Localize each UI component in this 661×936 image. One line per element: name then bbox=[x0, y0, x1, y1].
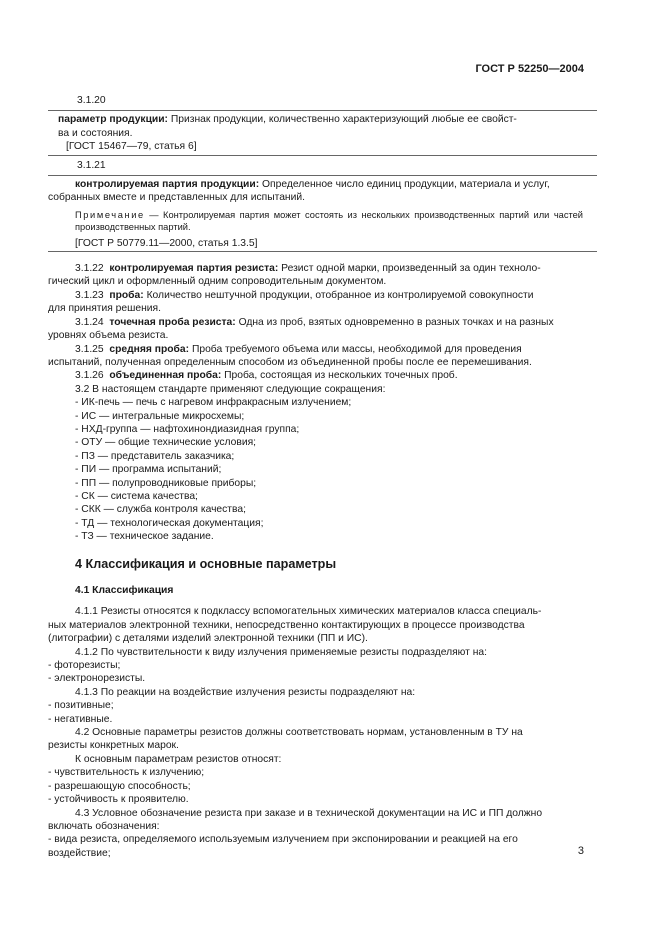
page-number: 3 bbox=[577, 845, 584, 857]
term-name: параметр продукции: bbox=[58, 114, 168, 126]
section-heading: 4 Классификация и основные параметры bbox=[75, 556, 337, 571]
term-definition-cont: собранных вместе и представленных для испытаний. bbox=[48, 192, 305, 204]
list-item: - электронорезисты. bbox=[48, 673, 146, 685]
term-definition: контролируемая партия продукции: Определенное число единиц продукции, материала и услуг, bbox=[75, 179, 550, 191]
term-box bbox=[48, 175, 597, 252]
paragraph-4-1-1: 4.1.1 Резисты относятся к подклассу вспомогательных химических материалов класса специаль- ных материалов электронной техники, непосредственно контактирующих в процессе производства (литографии) с деталями изделий электронной техники (ПП и ИС). bbox=[48, 606, 542, 645]
term-reference: [ГОСТ 15467—79, статья 6] bbox=[66, 141, 197, 153]
list-item: - ИК-печь — печь с нагревом инфракрасным излучением; bbox=[75, 397, 352, 409]
list-item: - ОТУ — общие технические условия; bbox=[75, 437, 257, 449]
definition-3-1-25: 3.1.25 средняя проба: Проба требуемого объема или массы, необходимой для проведения испытаний, полученная определенным способом из объединенной пробы после ее перемешивания. bbox=[48, 343, 532, 368]
definition-3-1-23: 3.1.23 проба: Количество нештучной продукции, отобранное из контролируемой совокупности для принятия решения. bbox=[48, 289, 534, 315]
paragraph-4-3: 4.3 Условное обозначение резиста при заказе и в технической документации на ИС и ПП должно включать обозначения: - вида резиста, определяемого используемым излучением при экспонировании и реакцией на его воздействие; bbox=[48, 807, 597, 861]
list-item: - ТД — технологическая документация; bbox=[75, 517, 264, 529]
term-note: Примечание — Контролируемая партия может состоять из нескольких производственных партий или частей производственных партий. bbox=[75, 209, 583, 233]
document-body bbox=[48, 94, 583, 860]
list-item: - негативные. bbox=[48, 713, 113, 725]
list-item: - ПП — полупроводниковые приборы; bbox=[75, 477, 257, 489]
list-item: - устойчивость к проявителю. bbox=[48, 794, 189, 806]
list-item: - разрешающую способность; bbox=[48, 780, 191, 792]
paragraph-4-2: 4.2 Основные параметры резистов должны соответствовать нормам, установленным в ТУ на резисты конкретных марок. К основным параметрам резистов относят: - чувствительность к излучению; - разрешающую способность; - устойчивость к проявителю. bbox=[48, 726, 597, 806]
definitions bbox=[48, 262, 597, 860]
definition-3-1-22: 3.1.22 контролируемая партия резиста: Резист одной марки, произведенный за один техноло- гический цикл и оформленный одним сопроводительным документом. bbox=[48, 263, 541, 288]
list-item: - ПЗ — представитель заказчика; bbox=[75, 450, 235, 462]
paragraph-4-1-2: 4.1.2 По чувствительности к виду излучения применяемые резисты подразделяют на: - фоторезисты; - электронорезисты. bbox=[48, 646, 597, 686]
term-number: 3.1.20 bbox=[77, 95, 106, 106]
term-name: контролируемая партия продукции: bbox=[75, 179, 260, 191]
list-item: - ТЗ — техническое задание. bbox=[75, 531, 214, 543]
list-item: - ПИ — программа испытаний; bbox=[75, 464, 222, 476]
term-definition-cont: ва и состояния. bbox=[58, 127, 133, 139]
paragraph-4-1-3: 4.1.3 По реакции на воздействие излучения резисты подразделяют на: - позитивные; - негативные. bbox=[48, 686, 597, 726]
abbreviations-list bbox=[48, 396, 597, 543]
term-box bbox=[48, 110, 597, 155]
list-item: - вида резиста, определяемого используемым излучением при экспонировании и реакцией на его bbox=[48, 834, 518, 846]
list-item: - СКК — служба контроля качества; bbox=[75, 504, 246, 516]
term-number: 3.1.21 bbox=[77, 159, 106, 171]
term-definition: параметр продукции: Признак продукции, количественно характеризующий любые ее свойст- bbox=[58, 114, 517, 126]
abbreviations-intro: 3.2 В настоящем стандарте применяют следующие сокращения: bbox=[75, 383, 386, 395]
list-item: - СК — система качества; bbox=[75, 490, 198, 502]
subsection-heading: 4.1 Классификация bbox=[75, 585, 174, 596]
term-reference: [ГОСТ Р 50779.11—2000, статья 1.3.5] bbox=[75, 237, 258, 249]
list-item: - фоторезисты; bbox=[48, 660, 121, 672]
list-item: - позитивные; bbox=[48, 700, 114, 712]
list-item: - ИС — интегральные микросхемы; bbox=[75, 410, 245, 422]
note-label: Примечание bbox=[75, 209, 145, 220]
document-header: ГОСТ Р 52250—2004 bbox=[475, 63, 584, 75]
definition-3-1-24: 3.1.24 точечная проба резиста: Одна из проб, взятых одновременно в разных точках и на разных уровнях объема резиста. bbox=[48, 316, 554, 342]
list-item: - чувствительность к излучению; bbox=[48, 767, 205, 779]
list-item: - НХД-группа — нафтохинондиазидная группа; bbox=[75, 423, 300, 435]
definition-3-1-26: 3.1.26 объединенная проба: Проба, состоящая из нескольких точечных проб. bbox=[75, 370, 458, 382]
